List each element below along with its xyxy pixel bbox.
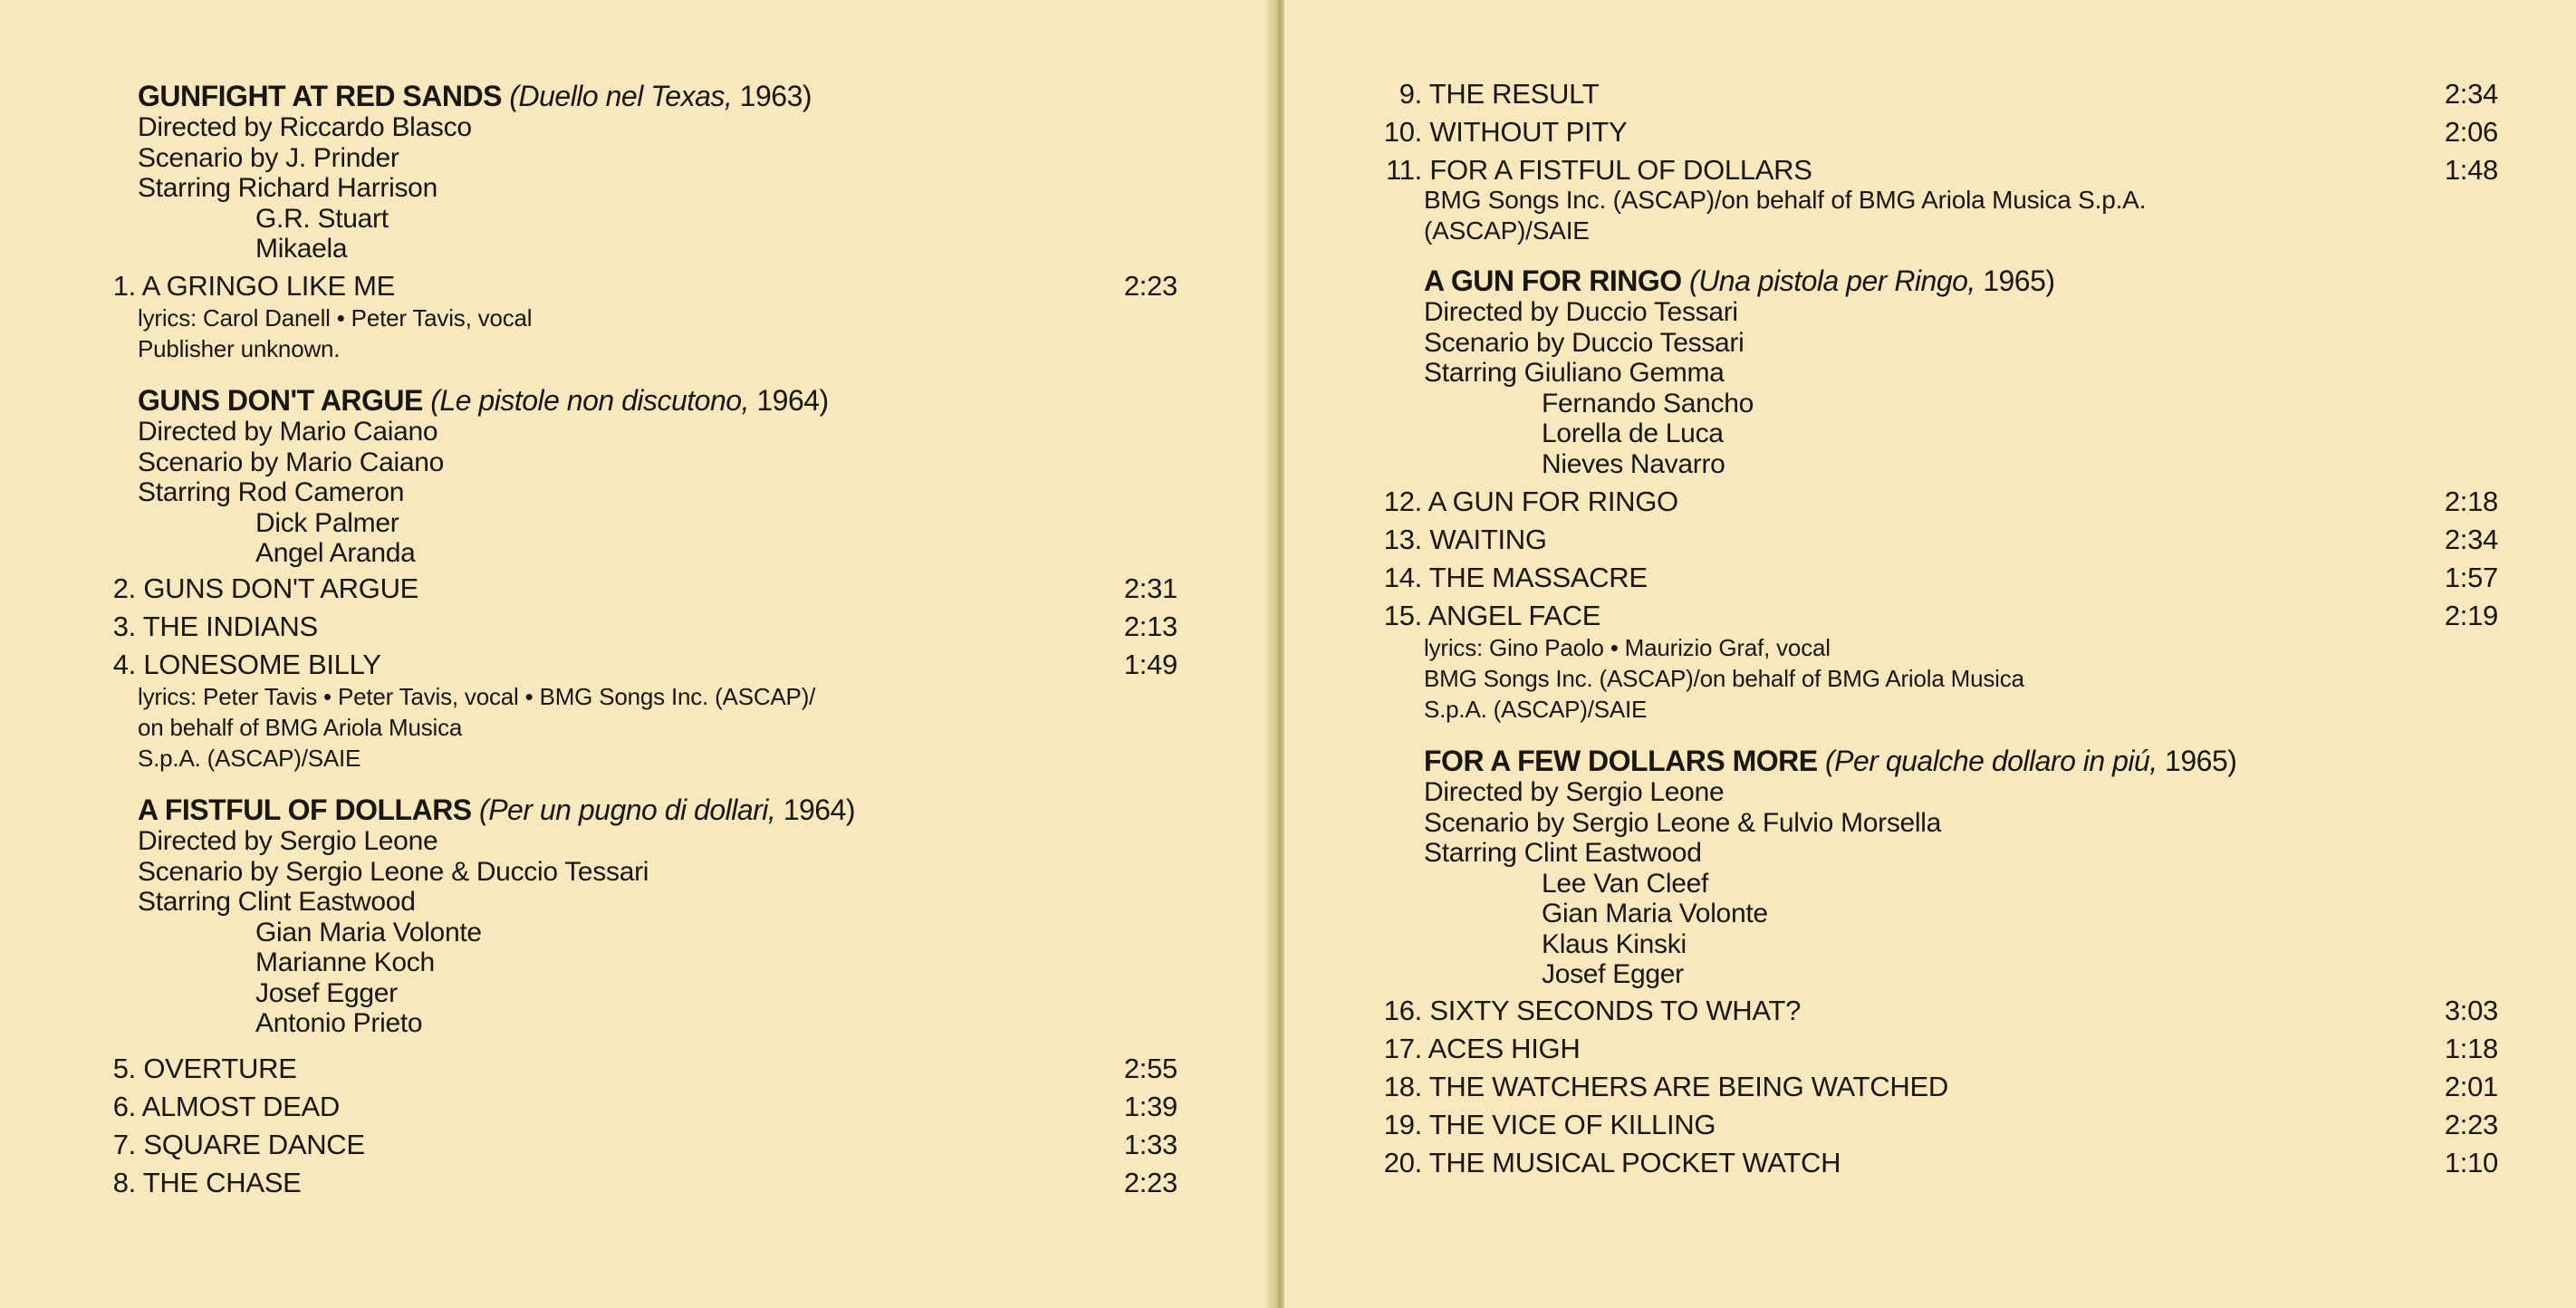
- starring: Starring Rod Cameron: [138, 477, 405, 507]
- cast-member: Mikaela: [255, 234, 348, 264]
- cast-member: G.R. Stuart: [255, 203, 389, 234]
- track-number: 18.: [1383, 1071, 1422, 1102]
- film-title: [1424, 745, 2236, 777]
- track-number: 3.: [112, 611, 136, 642]
- track-row-12[interactable]: [1379, 486, 2502, 518]
- cast-member: Marianne Koch: [255, 947, 435, 977]
- track-duration: 1:57: [2444, 562, 2498, 593]
- track-row-19[interactable]: [1379, 1109, 2502, 1141]
- note-line: BMG Songs Inc. (ASCAP)/on behalf of BMG Ariola Musica: [1424, 665, 2024, 692]
- track-title: SQUARE DANCE: [143, 1129, 365, 1160]
- track-note-15: [1424, 632, 2024, 725]
- film-title: [138, 80, 812, 112]
- cast-member: Antonio Prieto: [255, 1008, 423, 1038]
- track-duration: 1:48: [2444, 154, 2498, 186]
- track-number: 14.: [1383, 562, 1422, 593]
- film-block-gunfight-at-red-sands: [138, 80, 812, 264]
- track-title: LONESOME BILLY: [143, 649, 381, 680]
- film-year: 1965): [2165, 745, 2237, 777]
- track-title: ANGEL FACE: [1427, 600, 1601, 631]
- track-row-3[interactable]: [109, 611, 1177, 643]
- directed-by: Directed by Sergio Leone: [1424, 777, 1725, 807]
- track-number: 13.: [1383, 524, 1422, 555]
- track-number: 5.: [112, 1053, 136, 1084]
- track-row-4[interactable]: [109, 649, 1177, 681]
- track-row-18[interactable]: [1379, 1071, 2502, 1103]
- track-title: ACES HIGH: [1427, 1033, 1581, 1064]
- note-line: S.p.A. (ASCAP)/SAIE: [1424, 696, 1648, 723]
- film-year: 1963): [739, 80, 812, 112]
- track-title: THE VICE OF KILLING: [1428, 1109, 1716, 1140]
- scenario-by: Scenario by Mario Caiano: [138, 447, 444, 477]
- starring: Starring Giuliano Gemma: [1424, 358, 1725, 388]
- track-title: THE MASSACRE: [1428, 562, 1648, 593]
- track-number: 10.: [1383, 116, 1422, 148]
- track-title: THE CHASE: [142, 1167, 302, 1198]
- track-row-14[interactable]: [1379, 562, 2502, 594]
- track-number: 2.: [112, 572, 136, 604]
- track-duration: 1:18: [2444, 1033, 2498, 1064]
- track-row-7[interactable]: [109, 1129, 1177, 1161]
- directed-by: Directed by Riccardo Blasco: [138, 112, 472, 142]
- film-title-text: GUNFIGHT AT RED SANDS: [138, 80, 502, 112]
- note-line: lyrics: Peter Tavis • Peter Tavis, vocal • BMG Songs Inc. (ASCAP)/: [138, 683, 816, 710]
- film-title-text: A FISTFUL OF DOLLARS: [138, 793, 472, 826]
- track-duration: 1:33: [1123, 1129, 1177, 1160]
- track-title: SIXTY SECONDS TO WHAT?: [1429, 995, 1802, 1026]
- track-note-4: [138, 681, 815, 774]
- track-title: THE MUSICAL POCKET WATCH: [1428, 1147, 1841, 1178]
- starring: Starring Clint Eastwood: [138, 887, 416, 917]
- directed-by: Directed by Sergio Leone: [138, 826, 438, 856]
- cast-member: Klaus Kinski: [1542, 928, 1687, 959]
- track-row-1[interactable]: [109, 270, 1177, 303]
- directed-by: Directed by Duccio Tessari: [1424, 297, 1738, 327]
- track-number: 8.: [112, 1167, 136, 1198]
- track-duration: 2:55: [1123, 1053, 1177, 1084]
- film-title: [138, 384, 829, 417]
- film-block-a-gun-for-ringo: [1424, 264, 2055, 479]
- film-original-title: (Una pistola per Ringo,: [1689, 264, 1975, 297]
- track-duration: 2:34: [2444, 524, 2498, 555]
- track-title: GUNS DON'T ARGUE: [143, 572, 419, 604]
- track-row-11[interactable]: [1379, 154, 2502, 187]
- track-duration: 2:34: [2444, 78, 2498, 110]
- track-row-15[interactable]: [1379, 600, 2502, 632]
- film-original-title: (Duello nel Texas,: [509, 80, 733, 112]
- note-line: S.p.A. (ASCAP)/SAIE: [138, 745, 361, 772]
- scenario-by: Scenario by Sergio Leone & Duccio Tessari: [138, 856, 649, 887]
- film-year: 1964): [783, 793, 856, 826]
- track-number: 15.: [1383, 600, 1422, 631]
- note-line: lyrics: Gino Paolo • Maurizio Graf, vocal: [1424, 634, 1831, 661]
- scenario-by: Scenario by Duccio Tessari: [1424, 327, 1745, 358]
- track-duration: 2:23: [1123, 270, 1177, 302]
- cast-member: Gian Maria Volonte: [255, 917, 482, 947]
- track-title: THE WATCHERS ARE BEING WATCHED: [1428, 1071, 1948, 1102]
- film-block-for-a-few-dollars-more: [1424, 745, 2236, 990]
- track-duration: 1:49: [1123, 649, 1177, 680]
- note-line: on behalf of BMG Ariola Musica: [138, 714, 463, 741]
- cast-member: Lorella de Luca: [1542, 418, 1724, 448]
- track-number: 4.: [112, 649, 136, 680]
- track-duration: 2:31: [1123, 572, 1177, 604]
- cast-member: Josef Egger: [255, 977, 398, 1008]
- track-row-10[interactable]: [1379, 116, 2502, 149]
- cast-member: Dick Palmer: [255, 507, 399, 538]
- track-duration: 2:23: [2444, 1109, 2498, 1140]
- track-number: 16.: [1383, 995, 1422, 1026]
- track-number: 9.: [1399, 78, 1422, 110]
- track-row-20[interactable]: [1379, 1147, 2502, 1179]
- starring: Starring Richard Harrison: [138, 173, 437, 203]
- track-number: 7.: [112, 1129, 136, 1160]
- film-title-text: GUNS DON'T ARGUE: [138, 384, 423, 417]
- track-row-2[interactable]: [109, 572, 1177, 605]
- track-number: 20.: [1383, 1147, 1422, 1178]
- film-block-guns-dont-argue: [138, 384, 829, 569]
- film-original-title: (Le pistole non discutono,: [430, 384, 749, 417]
- track-duration: 1:10: [2444, 1147, 2498, 1178]
- track-duration: 2:18: [2444, 486, 2498, 517]
- track-number: 6.: [112, 1091, 136, 1122]
- track-duration: 2:19: [2444, 600, 2498, 631]
- left-page: [0, 0, 1275, 1308]
- cast-member: Josef Egger: [1542, 959, 1684, 989]
- track-duration: 2:13: [1123, 611, 1177, 642]
- note-line: (ASCAP)/SAIE: [1424, 216, 1590, 245]
- track-row-5[interactable]: [109, 1053, 1177, 1085]
- track-note-11: [1424, 185, 2146, 246]
- cast-member: Fernando Sancho: [1542, 388, 1754, 418]
- track-title: FOR A FISTFUL OF DOLLARS: [1429, 154, 1812, 186]
- right-page: [1284, 0, 2576, 1308]
- scenario-by: Scenario by J. Prinder: [138, 142, 399, 173]
- track-number: 19.: [1383, 1109, 1422, 1140]
- cast-member: Angel Aranda: [255, 538, 416, 568]
- track-number: 11.: [1386, 154, 1422, 186]
- track-title: A GUN FOR RINGO: [1427, 486, 1678, 517]
- track-duration: 1:39: [1123, 1091, 1177, 1122]
- track-number: 12.: [1383, 486, 1422, 517]
- track-duration: 3:03: [2444, 995, 2498, 1026]
- track-row-6[interactable]: [109, 1091, 1177, 1123]
- track-title: THE RESULT: [1428, 78, 1600, 110]
- track-title: WAITING: [1429, 524, 1547, 555]
- track-row-17[interactable]: [1379, 1033, 2502, 1065]
- film-original-title: (Per un pugno di dollari,: [479, 793, 776, 826]
- starring: Starring Clint Eastwood: [1424, 838, 1702, 868]
- track-duration: 2:23: [1123, 1167, 1177, 1198]
- track-title: WITHOUT PITY: [1429, 116, 1628, 148]
- note-line: Publisher unknown.: [138, 335, 341, 362]
- film-block-a-fistful-of-dollars: [138, 793, 855, 1039]
- film-year: 1964): [756, 384, 829, 417]
- track-duration: 2:06: [2444, 116, 2498, 148]
- film-title: [138, 793, 855, 826]
- track-row-9[interactable]: [1379, 78, 2502, 111]
- film-title-text: A GUN FOR RINGO: [1424, 264, 1682, 297]
- cast-member: Nieves Navarro: [1542, 448, 1725, 479]
- track-number: 1.: [112, 270, 136, 302]
- track-title: A GRINGO LIKE ME: [141, 270, 396, 302]
- track-row-13[interactable]: [1379, 524, 2502, 556]
- track-title: ALMOST DEAD: [141, 1091, 340, 1122]
- directed-by: Directed by Mario Caiano: [138, 417, 438, 447]
- film-original-title: (Per qualche dollaro in piú,: [1824, 745, 2158, 777]
- track-number: 17.: [1383, 1033, 1422, 1064]
- cast-member: Lee Van Cleef: [1542, 868, 1709, 899]
- track-note-1: [138, 303, 532, 364]
- cast-member: Gian Maria Volonte: [1542, 899, 1768, 928]
- track-title: THE INDIANS: [142, 611, 318, 642]
- film-title-text: FOR A FEW DOLLARS MORE: [1424, 745, 1818, 777]
- film-title: [1424, 264, 2055, 297]
- note-line: BMG Songs Inc. (ASCAP)/on behalf of BMG Ariola Musica S.p.A.: [1424, 186, 2147, 214]
- track-duration: 2:01: [2444, 1071, 2498, 1102]
- scenario-by: Scenario by Sergio Leone & Fulvio Morsella: [1424, 807, 1942, 838]
- track-row-16[interactable]: [1379, 995, 2502, 1027]
- track-title: OVERTURE: [143, 1053, 297, 1084]
- note-line: lyrics: Carol Danell • Peter Tavis, vocal: [138, 304, 533, 332]
- film-year: 1965): [1983, 264, 2055, 297]
- track-row-8[interactable]: [109, 1167, 1177, 1199]
